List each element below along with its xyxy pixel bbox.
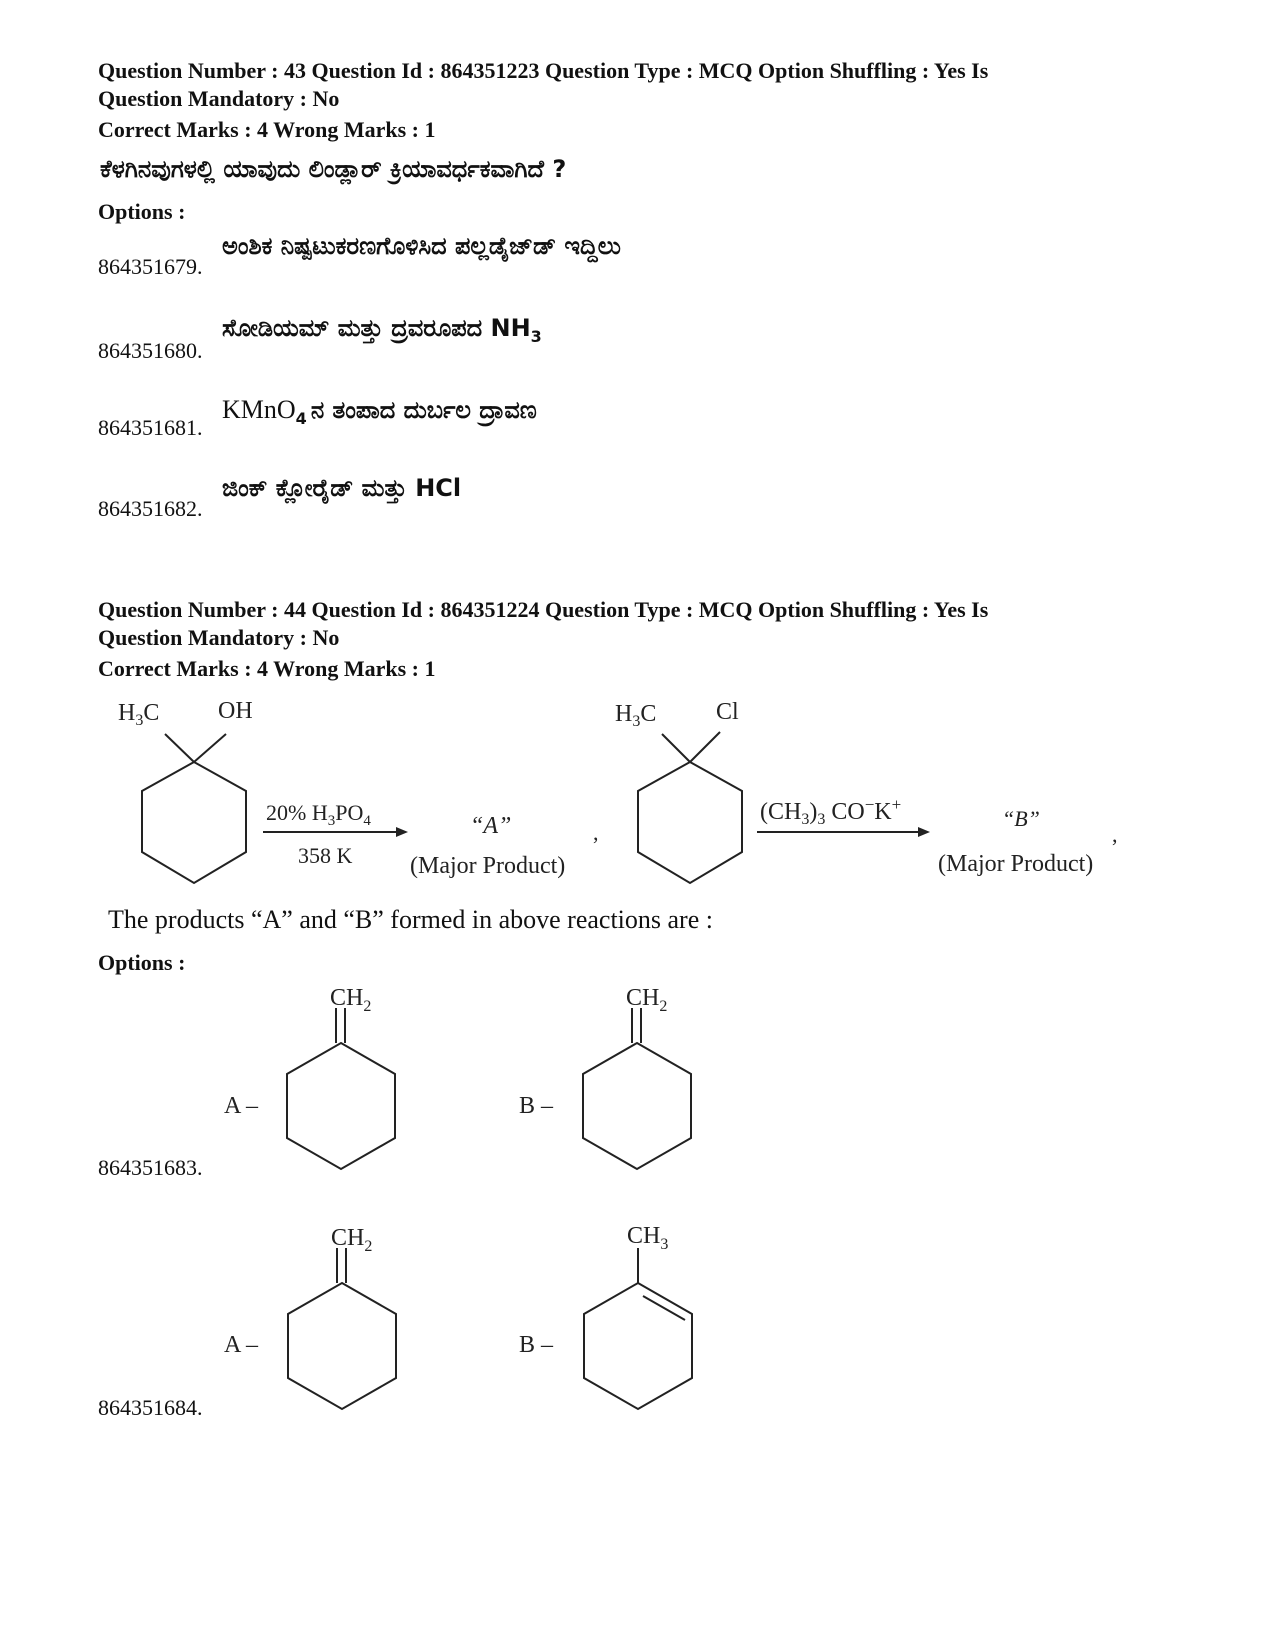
reaction-1-reagent: 20% $H_3PO_4$ bbox=[266, 800, 371, 829]
q43-header-line1: Question Number : 43 Question Id : 864351223 Question Type : MCQ Option Shuffling : Yes Is bbox=[98, 58, 989, 83]
reaction-1-arrowhead bbox=[396, 827, 408, 837]
option-text: ಅಂಶಿಕ ನಿಷ್ಪಟುಕರಣಗೊಳಿಸಿದ ಪಲ್ಲಡೈಜ್‌ಡ್ ಇದ್ದಿಲು bbox=[222, 232, 621, 260]
option-1-b-group: $CH_2$ bbox=[626, 985, 668, 1015]
q43-stem: ಕೆಳಗಿನವುಗಳಲ್ಲಿ ಯಾವುದು ಲಿಂಡ್ಲಾರ್ ಕ್ರಿಯಾವರ್ಧಕವಾಗಿದೆ ? bbox=[100, 155, 567, 183]
option-2-b-ring bbox=[584, 1248, 692, 1409]
reactant-1-structure bbox=[142, 734, 246, 883]
q44-options-label: Options : bbox=[98, 950, 186, 975]
q44-option-1[interactable] bbox=[0, 975, 1275, 1190]
q43-marks: Correct Marks : 4 Wrong Marks : 1 bbox=[98, 117, 436, 142]
product-a-note: (Major Product) bbox=[410, 853, 566, 879]
option-text: ಜಿಂಕ್ ಕ್ಲೋರೈಡ್ ಮತ್ತು HCl bbox=[222, 474, 462, 502]
q44-option-2[interactable] bbox=[0, 1215, 1275, 1430]
reaction-1-condition: 358 K bbox=[298, 843, 353, 868]
q43-header-line2: Question Mandatory : No bbox=[98, 86, 340, 111]
option-id: 864351684. bbox=[98, 1395, 203, 1420]
q43-header bbox=[98, 57, 1198, 113]
option-2-b-group: $CH_3$ bbox=[627, 1223, 669, 1253]
q44-header-line2: Question Mandatory : No bbox=[98, 625, 340, 650]
option-id: 864351682. bbox=[98, 496, 203, 521]
option-1-a-ring bbox=[287, 1008, 395, 1169]
q44-header bbox=[98, 596, 1198, 652]
reactant-2-right-group: Cl bbox=[716, 699, 739, 725]
reactant-1-left-group: $H_3C$ bbox=[118, 700, 160, 729]
option-text: ಸೋಡಿಯಮ್ ಮತ್ತು ದ್ರವರೂಪದ $NH_3$ bbox=[222, 314, 542, 346]
reaction-2-arrowhead bbox=[918, 827, 930, 837]
product-b-label: “B” bbox=[1002, 806, 1040, 831]
option-2-b-label: B – bbox=[519, 1332, 554, 1358]
option-1-b-ring bbox=[583, 1008, 691, 1169]
product-b-note: (Major Product) bbox=[938, 851, 1094, 877]
option-2-a-label: A – bbox=[224, 1332, 259, 1358]
reaction-2-reagent: $(CH_3)_3$ CO−K+ bbox=[760, 795, 902, 828]
option-text: KMnO$_4$ ನ ತಂಪಾದ ದುರ್ಬಲ ದ್ರಾವಣ bbox=[222, 395, 537, 428]
option-id: 864351679. bbox=[98, 254, 203, 279]
option-1-a-group: $CH_2$ bbox=[330, 985, 372, 1015]
reactant-2-structure bbox=[638, 732, 742, 883]
comma-2: , bbox=[1112, 822, 1118, 847]
reactant-2-left-group: $H_3C$ bbox=[615, 701, 657, 730]
q44-question: The products “A” and “B” formed in above reactions are : bbox=[108, 905, 713, 934]
option-id: 864351681. bbox=[98, 415, 203, 440]
reaction-scheme bbox=[0, 690, 1275, 910]
q44-header-line1: Question Number : 44 Question Id : 864351224 Question Type : MCQ Option Shuffling : Yes Is bbox=[98, 597, 989, 622]
option-id: 864351680. bbox=[98, 338, 203, 363]
option-id: 864351683. bbox=[98, 1155, 203, 1180]
option-2-a-ring bbox=[288, 1248, 396, 1409]
product-a-label: “A” bbox=[470, 813, 512, 839]
reactant-1-right-group: OH bbox=[218, 698, 253, 724]
option-1-b-label: B – bbox=[519, 1093, 554, 1119]
comma-1: , bbox=[593, 820, 599, 845]
q44-marks: Correct Marks : 4 Wrong Marks : 1 bbox=[98, 656, 436, 681]
option-1-a-label: A – bbox=[224, 1093, 259, 1119]
q43-options-label: Options : bbox=[98, 199, 186, 224]
option-2-a-group: $CH_2$ bbox=[331, 1225, 373, 1255]
